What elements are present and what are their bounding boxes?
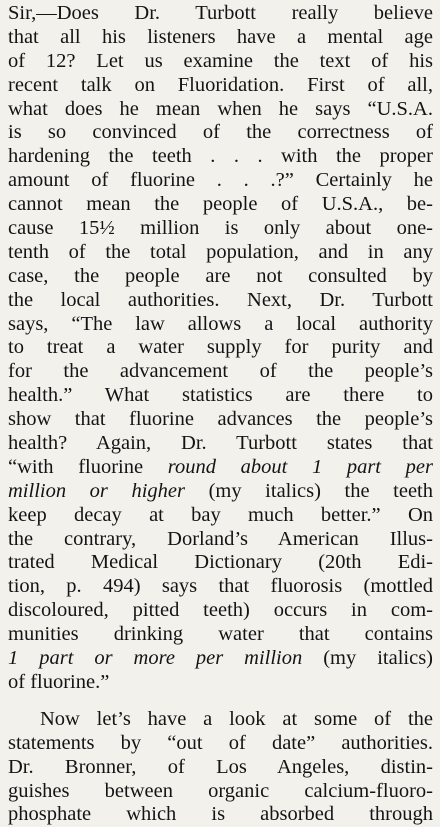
text-line xyxy=(8,121,433,145)
text-line xyxy=(8,803,433,827)
text-line xyxy=(8,193,433,217)
paragraph-gap xyxy=(8,695,433,708)
letter-paragraph xyxy=(8,708,433,827)
text-run: keep decay at bay much better.” On xyxy=(8,503,433,526)
text-line xyxy=(8,708,433,732)
text-line xyxy=(8,480,433,504)
text-line xyxy=(8,780,433,804)
text-line xyxy=(8,74,433,98)
text-run: health? Again, Dr. Turbott states that xyxy=(8,432,433,455)
text-line xyxy=(8,98,433,122)
text-run: case, the people are not consulted by xyxy=(8,264,433,287)
text-run: that all his listeners have a mental age xyxy=(8,25,433,48)
text-line xyxy=(8,26,433,50)
text-line xyxy=(8,408,433,432)
text-run: “with fluorine xyxy=(8,455,168,478)
text-line xyxy=(8,336,433,360)
letter-paragraph xyxy=(8,2,433,695)
text-run: tenth of the total population, and in any xyxy=(8,240,433,263)
text-run: amount of fluorine . . .?” Certainly he xyxy=(8,169,433,192)
text-run: tion, p. 494) says that fluorosis (mottled xyxy=(8,575,433,598)
text-run: hardening the teeth . . . with the proper xyxy=(8,145,433,168)
text-run: is so convinced of the correctness of xyxy=(8,121,433,144)
text-run: what does he mean when he says “U.S.A. xyxy=(8,97,433,120)
text-line xyxy=(8,289,433,313)
italic-text: round about 1 part per xyxy=(167,455,433,478)
text-run: Dr. Bronner, of Los Angeles, distin- xyxy=(8,755,433,778)
text-run: discoloured, pitted teeth) occurs in com- xyxy=(8,599,433,622)
text-run: recent talk on Fluoridation. First of all, xyxy=(8,73,433,96)
text-line xyxy=(8,551,433,575)
italic-text: million or higher xyxy=(8,479,185,502)
text-run: the local authorities. Next, Dr. Turbott xyxy=(8,288,433,311)
text-line xyxy=(8,384,433,408)
text-run: the contrary, Dorland’s American Illus- xyxy=(8,527,433,550)
text-run: to treat a water supply for purity and xyxy=(8,336,433,359)
italic-text: 1 part or more per million xyxy=(8,647,303,670)
text-run: says, “The law allows a local authority xyxy=(8,312,433,335)
text-run: phosphate which is absorbed through xyxy=(8,803,433,826)
text-line xyxy=(8,528,433,552)
text-run: of 12? Let us examine the text of his xyxy=(8,49,433,72)
text-run: statements by “out of date” authorities. xyxy=(8,731,433,754)
text-line xyxy=(8,313,433,337)
text-line xyxy=(8,456,433,480)
text-line xyxy=(8,241,433,265)
text-line xyxy=(8,732,433,756)
text-line xyxy=(8,623,433,647)
text-run: cannot mean the people of U.S.A., be- xyxy=(8,193,433,216)
text-line xyxy=(8,575,433,599)
text-run: health.” What statistics are there to xyxy=(8,384,433,407)
text-line xyxy=(8,504,433,528)
text-line xyxy=(8,169,433,193)
text-line xyxy=(8,50,433,74)
text-line xyxy=(8,671,433,695)
text-run: (my italics) the teeth xyxy=(185,479,433,502)
text-run: munities drinking water that contains xyxy=(8,623,433,646)
text-line xyxy=(8,360,433,384)
text-line xyxy=(8,647,433,671)
text-run: for the advancement of the people’s xyxy=(8,360,433,383)
text-run: Sir,—Does Dr. Turbott really believe xyxy=(8,2,433,24)
text-line xyxy=(8,265,433,289)
text-line xyxy=(8,432,433,456)
text-run: guishes between organic calcium-fluoro- xyxy=(8,779,433,802)
text-line xyxy=(8,217,433,241)
text-run: of fluorine.” xyxy=(8,670,110,693)
text-run: cause 15½ million is only about one- xyxy=(8,217,433,240)
text-run: Now let’s have a look at some of the xyxy=(40,707,433,730)
text-run: show that fluorine advances the people’s xyxy=(8,408,433,431)
text-line xyxy=(8,145,433,169)
text-line xyxy=(8,2,433,26)
text-line xyxy=(8,599,433,623)
text-run: (my italics) xyxy=(302,647,433,670)
text-run: trated Medical Dictionary (20th Edi- xyxy=(8,551,433,574)
